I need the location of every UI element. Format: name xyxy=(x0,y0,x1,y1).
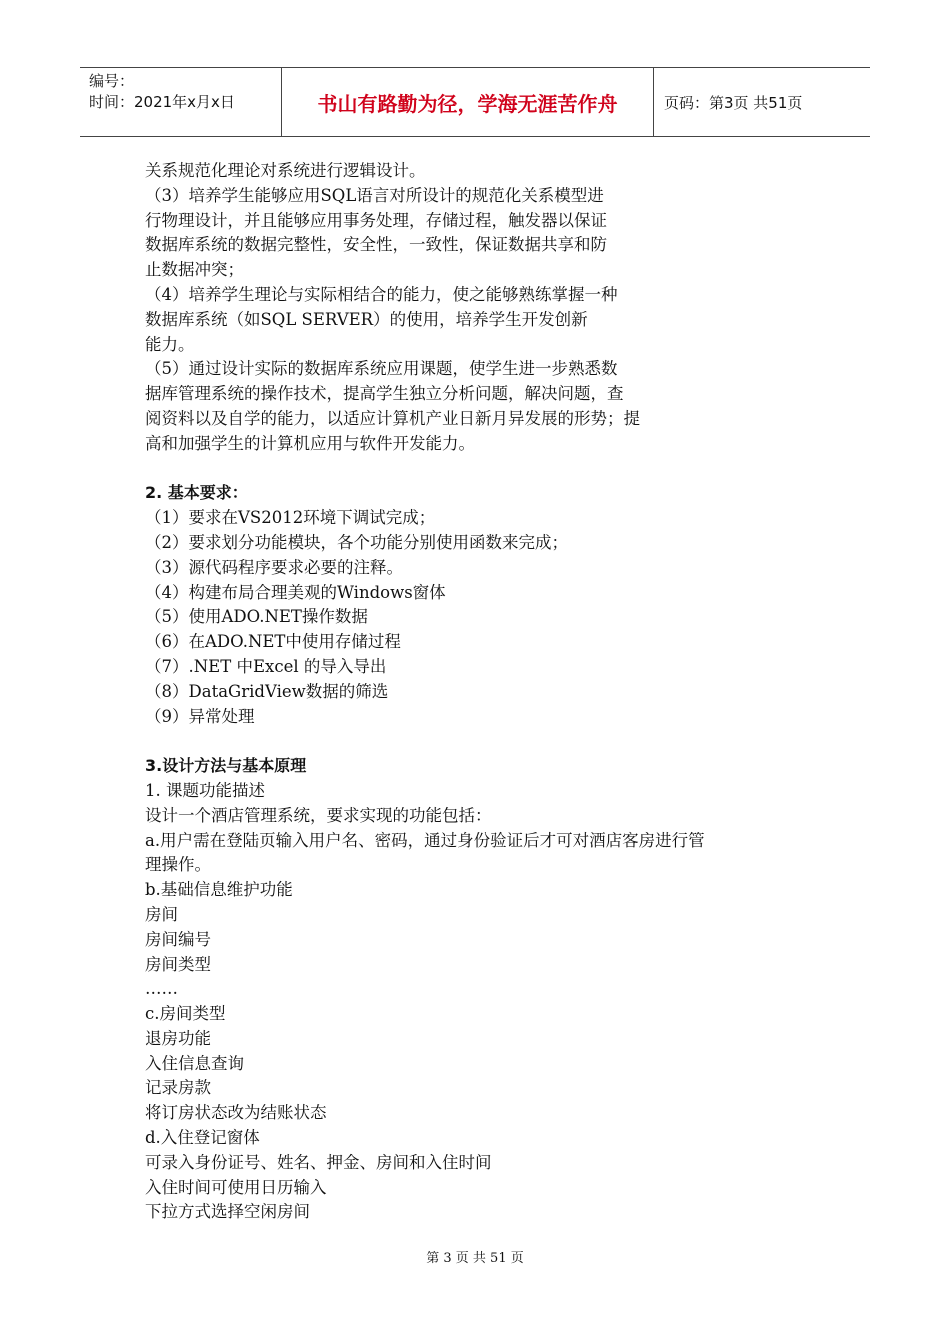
text-line: 止数据冲突； xyxy=(145,260,244,280)
text-line: 入住信息查询 xyxy=(145,1053,244,1073)
text-line: 理操作。 xyxy=(145,855,211,875)
text-line: 房间编号 xyxy=(145,929,211,949)
text-line: （6）在ADO.NET中使用存储过程 xyxy=(145,632,401,652)
text-line: 房间类型 xyxy=(145,954,211,974)
text-line: b.基础信息维护功能 xyxy=(145,880,293,900)
text-line: 高和加强学生的计算机应用与软件开发能力。 xyxy=(145,433,475,453)
blank-line xyxy=(145,729,825,754)
text-line: c.房间类型 xyxy=(145,1004,226,1024)
text-line: a.用户需在登陆页输入用户名、密码，通过身份验证后才可对酒店客房进行管 xyxy=(145,830,705,850)
text-line: 数据库系统（如SQL SERVER）的使用，培养学生开发创新 xyxy=(145,309,588,329)
text-line: （9）异常处理 xyxy=(145,706,255,726)
text-line: （7）.NET 中Excel 的导入导出 xyxy=(145,656,387,676)
text-line: 下拉方式选择空闲房间 xyxy=(145,1202,310,1222)
text-line: 入住时间可使用日历输入 xyxy=(145,1177,327,1197)
text-line: 1. 课题功能描述 xyxy=(145,780,265,800)
header-meta xyxy=(80,68,282,136)
blank-line xyxy=(145,457,825,482)
text-line: （1）要求在VS2012环境下调试完成； xyxy=(145,508,436,528)
section-heading: 2. 基本要求： xyxy=(145,483,248,503)
text-line: （3）培养学生能够应用SQL语言对所设计的规范化关系模型进 xyxy=(145,185,604,205)
text-line: 退房功能 xyxy=(145,1028,211,1048)
text-line: 关系规范化理论对系统进行逻辑设计。 xyxy=(145,161,426,180)
section-heading: 3.设计方法与基本原理 xyxy=(145,756,307,776)
text-line: （2）要求划分功能模块，各个功能分别使用函数来完成； xyxy=(145,532,568,552)
text-line: 房间 xyxy=(145,904,178,924)
text-line: （5）使用ADO.NET操作数据 xyxy=(145,607,368,627)
number-label: 编号： xyxy=(89,72,135,90)
text-line: 可录入身份证号、姓名、押金、房间和入住时间 xyxy=(145,1152,492,1172)
header-page-number: 页码：第3页 共51页 xyxy=(664,93,803,112)
page-footer: 第 3 页 共 51 页 xyxy=(426,1251,524,1266)
text-line: 行物理设计，并且能够应用事务处理，存储过程，触发器以保证 xyxy=(145,210,607,230)
text-line: …… xyxy=(145,979,178,999)
text-line: 将订房状态改为结账状态 xyxy=(145,1103,327,1123)
text-line: 数据库系统的数据完整性，安全性，一致性，保证数据共享和防 xyxy=(145,235,607,255)
text-line: 据库管理系统的操作技术，提高学生独立分析问题，解决问题，查 xyxy=(145,384,624,404)
text-line: d.入住登记窗体 xyxy=(145,1128,260,1148)
text-line: （8）DataGridView数据的筛选 xyxy=(145,681,389,701)
text-line: （5）通过设计实际的数据库系统应用课题，使学生进一步熟悉数 xyxy=(145,359,618,379)
header-motto: 书山有路勤为径，学海无涯苦作舟 xyxy=(282,68,654,136)
page-header xyxy=(80,67,870,137)
text-line: 能力。 xyxy=(145,334,195,354)
text-line: （3）源代码程序要求必要的注释。 xyxy=(145,557,403,577)
text-line: 设计一个酒店管理系统，要求实现的功能包括： xyxy=(145,805,492,825)
text-line: 阅资料以及自学的能力，以适应计算机产业日新月异发展的形势；提 xyxy=(145,408,640,428)
text-line: 记录房款 xyxy=(145,1078,211,1098)
text-line: （4）构建布局合理美观的Windows窗体 xyxy=(145,582,446,602)
time-label: 时间：2021年x月x日 xyxy=(89,93,235,111)
document-body xyxy=(145,159,825,1225)
text-line: （4）培养学生理论与实际相结合的能力，使之能够熟练掌握一种 xyxy=(145,284,618,304)
